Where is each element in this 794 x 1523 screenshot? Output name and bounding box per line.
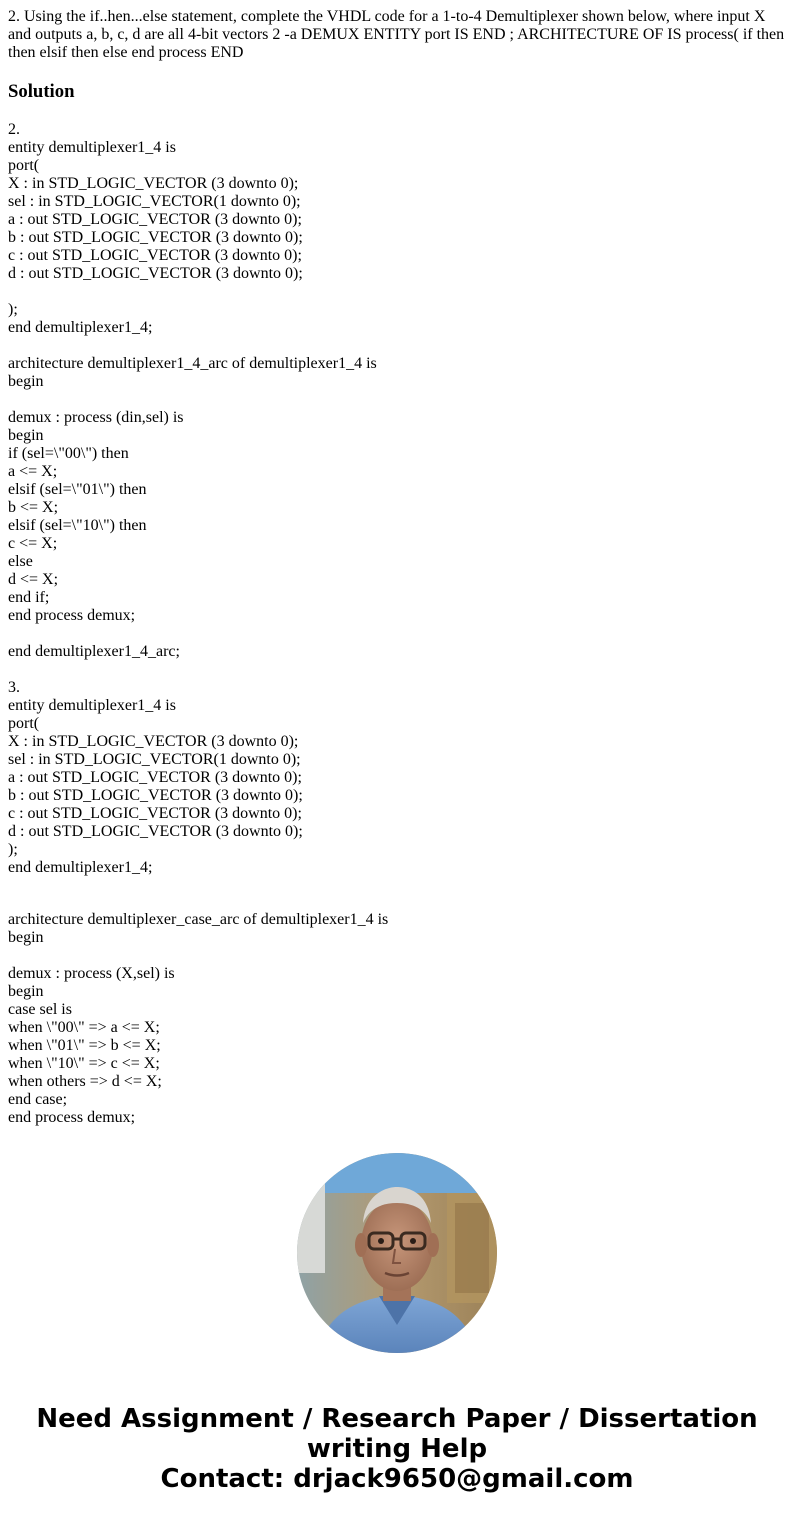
code-line: when \"00\" => a <= X; (8, 1019, 160, 1036)
code-line: a : out STD_LOGIC_VECTOR (3 downto 0); (8, 211, 302, 228)
code-line: 2. (8, 121, 20, 138)
code-line: end case; (8, 1091, 68, 1108)
code-line: 3. (8, 679, 20, 696)
question-text: 2. Using the if..hen...else statement, complete the VHDL code for a 1-to-4 Demultiplexer shown below, where input X and outputs a, b, c, d are all 4-bit vectors 2 -a DEMUX ENTITY port IS END ; ARCHITECTURE OF IS process( if then then elsif then else end process END (8, 8, 785, 61)
part2-process-block (8, 409, 786, 625)
document-content (8, 8, 786, 1127)
code-line: when others => d <= X; (8, 1073, 162, 1090)
code-line: c <= X; (8, 535, 58, 552)
part2-architecture-block (8, 355, 786, 391)
code-line: end process demux; (8, 1109, 136, 1126)
code-line: begin (8, 929, 44, 946)
code-line: architecture demultiplexer1_4_arc of demultiplexer1_4 is (8, 355, 377, 372)
code-line: a <= X; (8, 463, 58, 480)
code-line: if (sel=\"00\") then (8, 445, 129, 462)
code-line: begin (8, 373, 44, 390)
code-line: elsif (sel=\"01\") then (8, 481, 147, 498)
code-line: d : out STD_LOGIC_VECTOR (3 downto 0); (8, 265, 303, 282)
code-line: ); (8, 301, 18, 318)
code-line: architecture demultiplexer_case_arc of demultiplexer1_4 is (8, 911, 389, 928)
code-line: when \"10\" => c <= X; (8, 1055, 160, 1072)
code-line: when \"01\" => b <= X; (8, 1037, 161, 1054)
code-line: b <= X; (8, 499, 59, 516)
code-line: entity demultiplexer1_4 is (8, 139, 176, 156)
footer-line: writing Help (306, 1434, 488, 1464)
code-line: c : out STD_LOGIC_VECTOR (3 downto 0); (8, 247, 302, 264)
code-line: end demultiplexer1_4; (8, 859, 153, 876)
spacer (8, 877, 786, 911)
code-line: case sel is (8, 1001, 72, 1018)
part3-architecture-block (8, 911, 786, 947)
code-line: end demultiplexer1_4_arc; (8, 643, 180, 660)
solution-heading: Solution (8, 81, 75, 102)
code-line: port( (8, 157, 40, 174)
part3-process-block (8, 965, 786, 1127)
code-line: entity demultiplexer1_4 is (8, 697, 176, 714)
footer-banner (0, 1404, 794, 1494)
code-line: begin (8, 427, 44, 444)
code-line: ); (8, 841, 18, 858)
portrait-image (297, 1153, 497, 1353)
code-line: X : in STD_LOGIC_VECTOR (3 downto 0); (8, 733, 299, 750)
part2-entity-block (8, 121, 786, 337)
code-line: port( (8, 715, 40, 732)
code-line: end if; (8, 589, 50, 606)
author-photo (297, 1153, 497, 1353)
code-line: sel : in STD_LOGIC_VECTOR(1 downto 0); (8, 193, 301, 210)
code-line: elsif (sel=\"10\") then (8, 517, 147, 534)
code-line: d : out STD_LOGIC_VECTOR (3 downto 0); (8, 823, 303, 840)
part3-entity-block (8, 679, 786, 877)
code-line: end demultiplexer1_4; (8, 319, 153, 336)
footer-contact: Contact: drjack9650@gmail.com (160, 1464, 634, 1494)
code-line: else (8, 553, 33, 570)
footer-line: Need Assignment / Research Paper / Dissertation (36, 1404, 758, 1434)
code-line: b : out STD_LOGIC_VECTOR (3 downto 0); (8, 229, 303, 246)
code-line: demux : process (X,sel) is (8, 965, 175, 982)
code-line: begin (8, 983, 44, 1000)
code-line: X : in STD_LOGIC_VECTOR (3 downto 0); (8, 175, 299, 192)
code-line: sel : in STD_LOGIC_VECTOR(1 downto 0); (8, 751, 301, 768)
code-line: c : out STD_LOGIC_VECTOR (3 downto 0); (8, 805, 302, 822)
part2-end-block (8, 643, 786, 661)
code-line: demux : process (din,sel) is (8, 409, 184, 426)
code-line (8, 283, 786, 301)
code-line: b : out STD_LOGIC_VECTOR (3 downto 0); (8, 787, 303, 804)
code-line: d <= X; (8, 571, 59, 588)
code-line: end process demux; (8, 607, 136, 624)
code-line: a : out STD_LOGIC_VECTOR (3 downto 0); (8, 769, 302, 786)
